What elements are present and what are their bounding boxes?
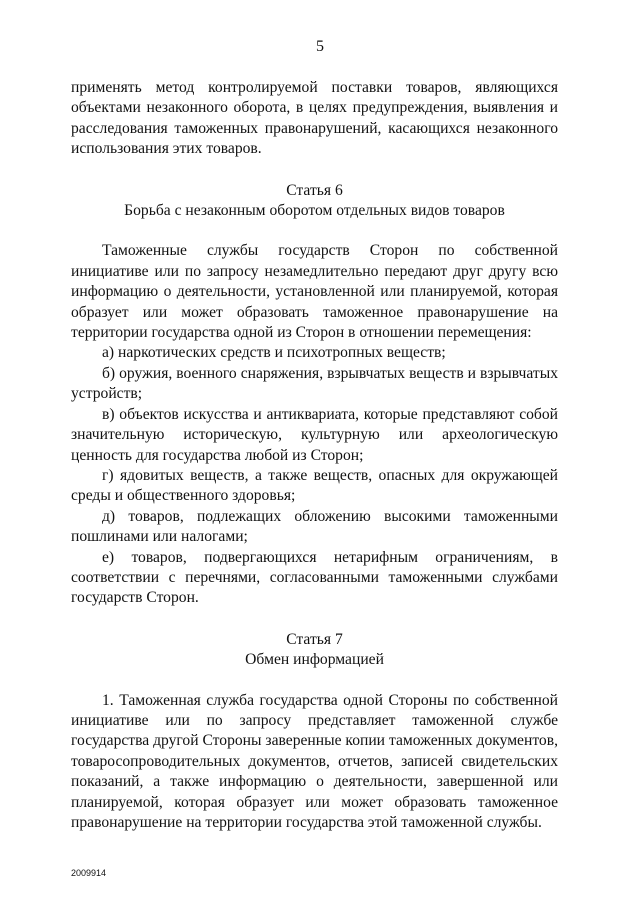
article-6-item-a: а) наркотических средств и психотропных веществ; (102, 344, 446, 362)
article-6-subtitle: Борьба с незаконным оборотом отдельных видов товаров (124, 202, 505, 220)
document-code: 2009914 (71, 868, 107, 878)
document-body (71, 78, 558, 833)
article-7-title: Статья 7 (286, 630, 343, 648)
article-7-paragraph-1: 1. Таможенная служба государства одной Стороны по собственной инициативе или по запросу представляет таможенной службе государства другой Стороны заверенные копии таможенных документов, товаросопроводительных документов, отчетов, записей свидетельских показаний, а также информацию о деятельности, завершенной или планируемой, которая образует или может образовать таможенное правонарушение на территории государства этой таможенной службы. (71, 691, 558, 831)
article-6-title: Статья 6 (286, 181, 343, 199)
article-6-item-v: в) объектов искусства и антиквариата, которые представляют собой значительную историческую, культурную или археологическую ценность для государства любой из Сторон; (71, 405, 558, 464)
paragraph-continuation: применять метод контролируемой поставки товаров, являющихся объектами незаконного оборота, в целях предупреждения, выявления и расследования таможенных правонарушений, касающихся незаконного использования этих товаров. (71, 79, 558, 158)
article-6-item-d: д) товаров, подлежащих обложению высокими таможенными пошлинами или налогами; (71, 507, 558, 546)
page-number: 5 (316, 38, 324, 55)
article-6-intro: Таможенные службы государств Сторон по собственной инициативе или по запросу незамедлительно передают друг другу всю информацию о деятельности, установленной или планируемой, которая образует или может образовать таможенное правонарушение на территории государства одной из Сторон в отношении перемещения: (71, 242, 558, 342)
article-6-item-g: г) ядовитых веществ, а также веществ, опасных для окружающей среды и общественного здоровья; (71, 466, 558, 505)
article-6-item-b: б) оружия, военного снаряжения, взрывчатых веществ и взрывчатых устройств; (71, 364, 558, 403)
article-6-item-e: е) товаров, подвергающихся нетарифным ограничениям, в соответствии с перечнями, согласованными таможенными службами государств Сторон. (71, 548, 558, 607)
article-7-subtitle: Обмен информацией (245, 651, 384, 669)
